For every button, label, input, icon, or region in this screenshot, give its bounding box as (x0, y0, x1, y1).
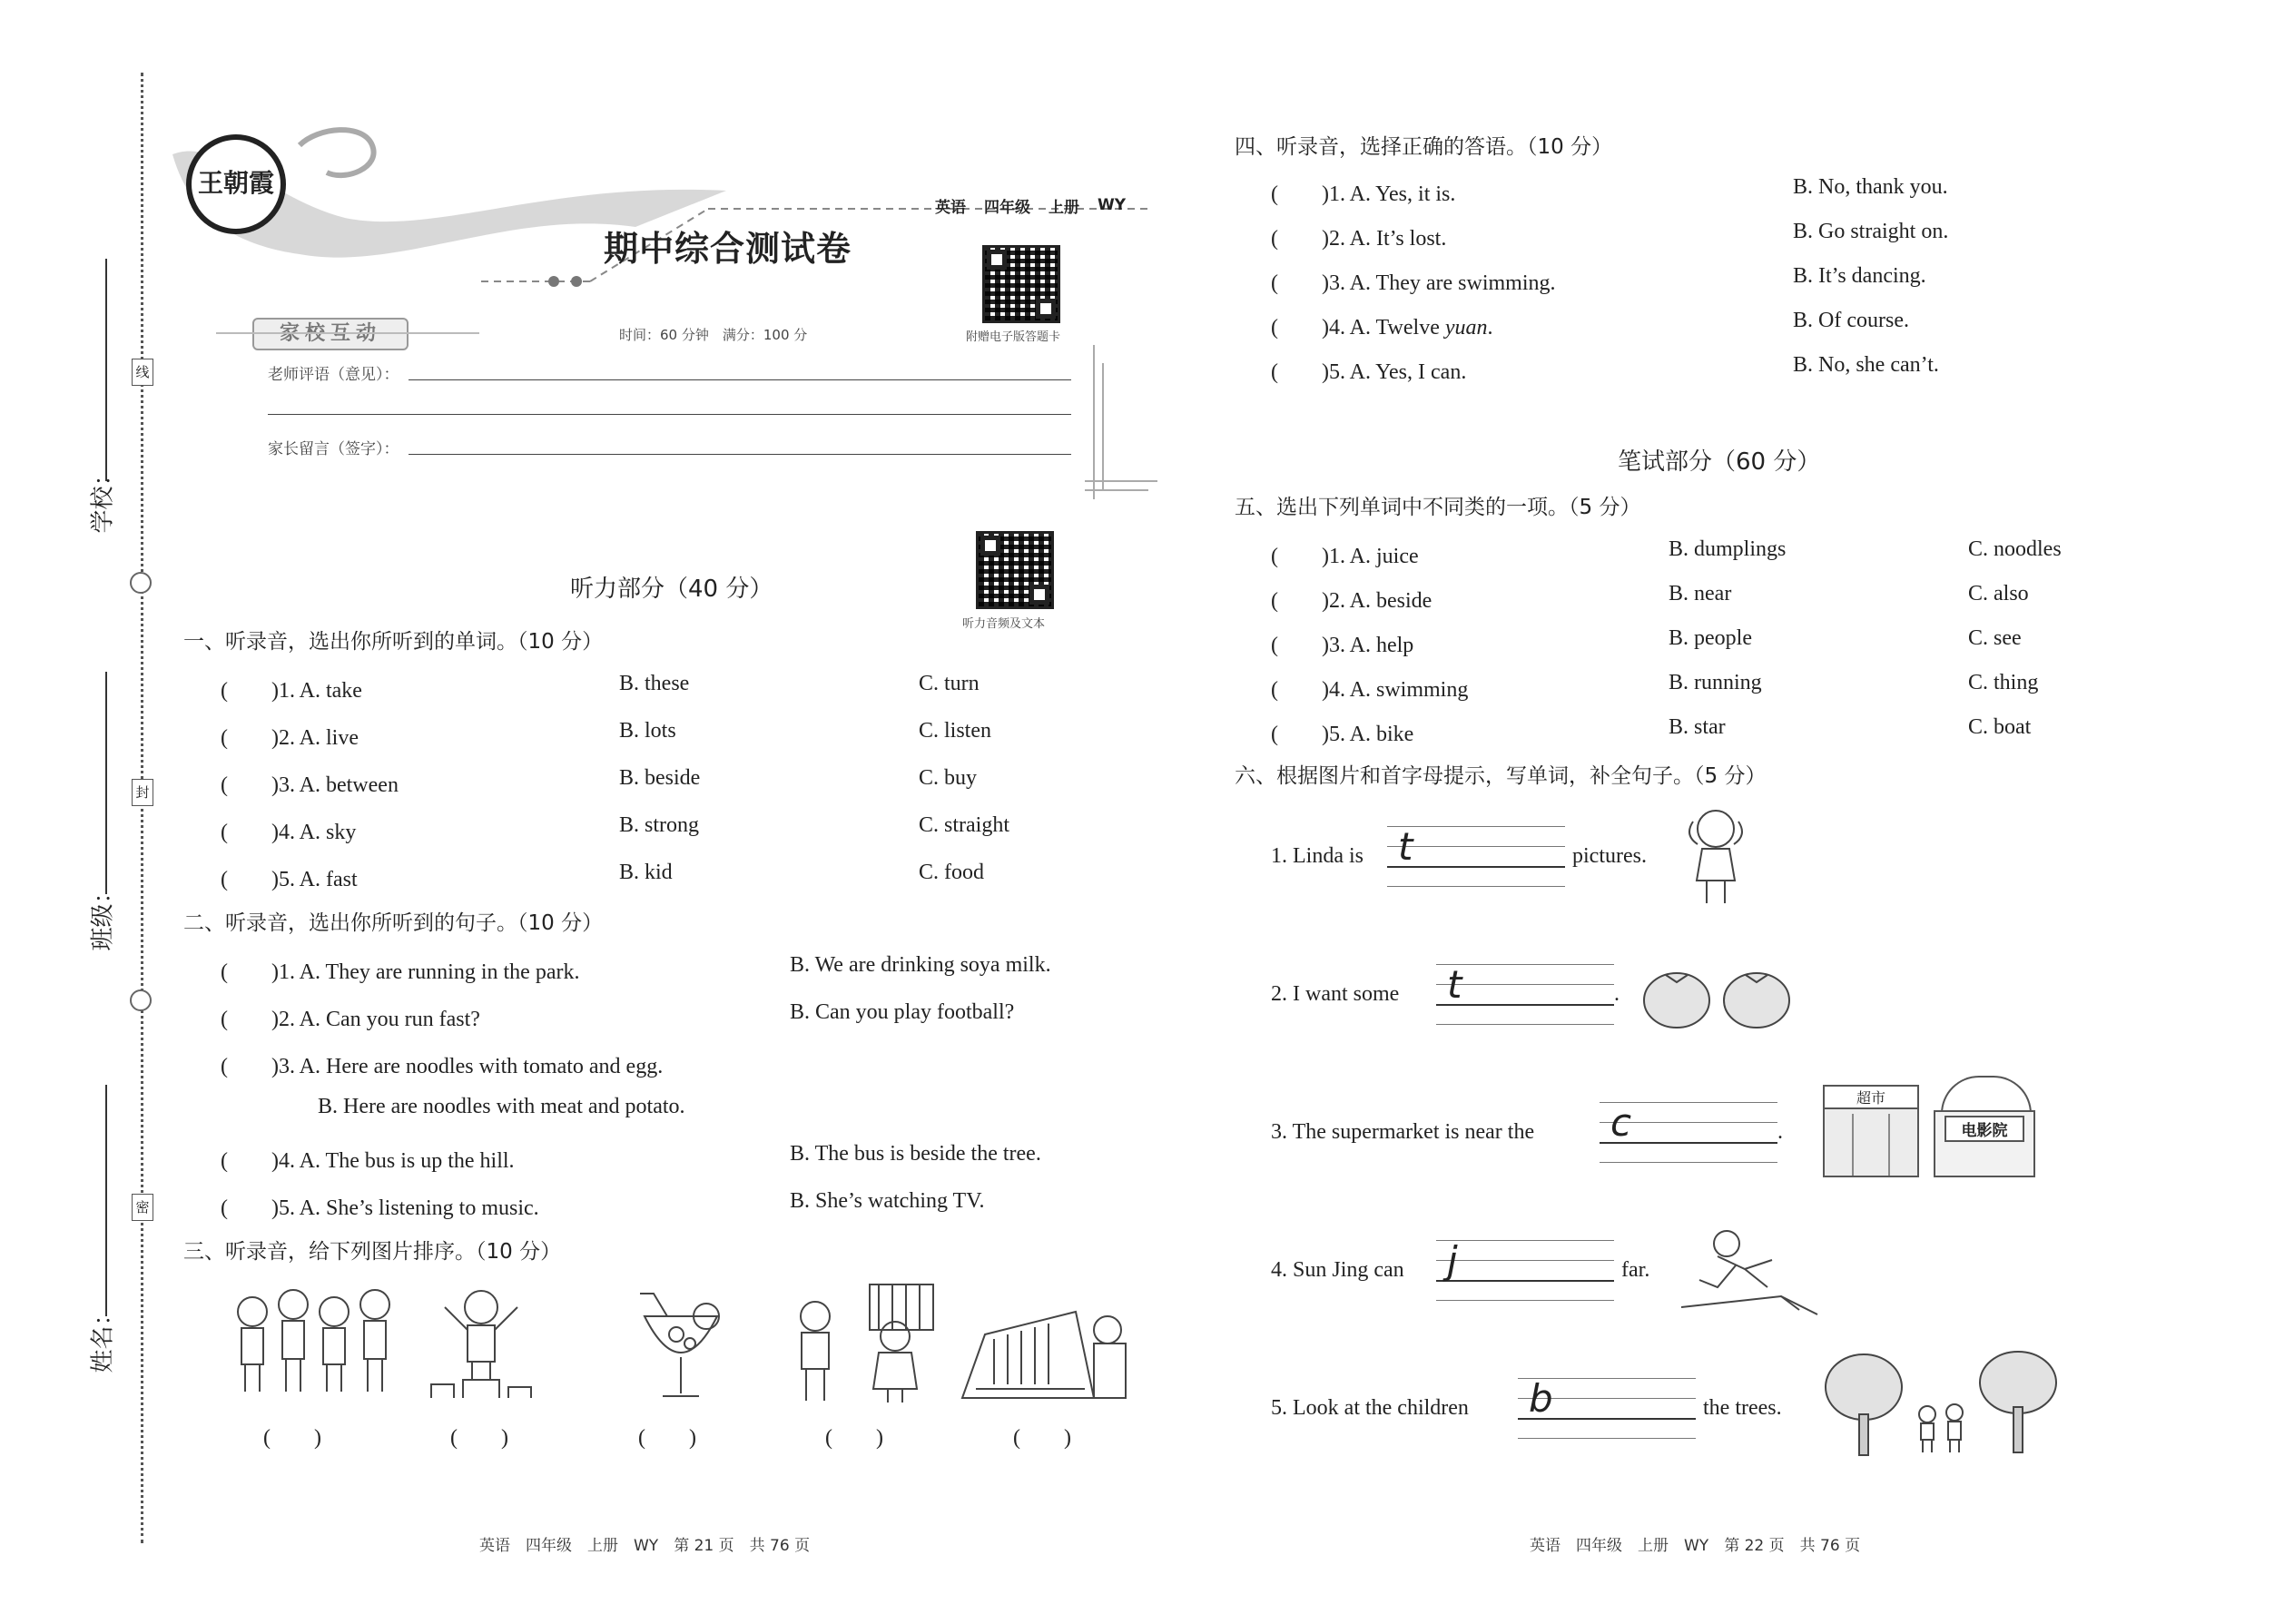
q1-item-4-b: B. strong (619, 813, 700, 837)
picture-kids-talking (788, 1280, 942, 1407)
picture-cinema (1934, 1076, 2035, 1177)
q4-item-2-b: B. Go straight on. (1793, 220, 1949, 243)
seal-char-2: 封 (132, 779, 153, 806)
picture-tomatoes (1639, 962, 1797, 1030)
q6-s4-writing-lines[interactable] (1436, 1240, 1614, 1300)
qr-code-audio[interactable] (976, 531, 1054, 609)
q6-s2-post: . (1614, 982, 1620, 1006)
q5-item-5-b: B. star (1669, 715, 1726, 739)
picture-kids-group (225, 1284, 398, 1403)
teacher-comment-line-1[interactable] (409, 379, 1071, 380)
qr-code-answer-sheet[interactable] (982, 245, 1060, 323)
right-page-footer: 英语 四年级 上册 WY 第 22 页 共 76 页 (1530, 1537, 1861, 1555)
qr2-caption: 听力音频及文本 (962, 617, 1046, 631)
q6-s2-writing-lines[interactable] (1436, 964, 1614, 1024)
q3-title: 三、听录音，给下列图片排序。（10 分） (183, 1240, 562, 1264)
q2-title: 二、听录音，选出你所听到的句子。（10 分） (183, 911, 604, 935)
q5-title: 五、选出下列单词中不同类的一项。（5 分） (1235, 496, 1641, 519)
q3-blank-3[interactable]: ( ) (638, 1426, 696, 1450)
name-field[interactable] (105, 1085, 107, 1316)
tag-term: 上册 (1048, 198, 1079, 217)
q3-blank-2[interactable]: ( ) (450, 1426, 508, 1450)
q3-blank-1[interactable]: ( ) (263, 1426, 321, 1450)
q6-s4-post: far. (1621, 1258, 1650, 1282)
q3-blank-5[interactable]: ( ) (1013, 1426, 1071, 1450)
picture-winner-podium (427, 1284, 536, 1403)
picture-juice-glass (635, 1289, 726, 1407)
q5-item-3-c: C. see (1968, 626, 2022, 650)
subject-tag (899, 193, 1162, 217)
supermarket-sign: 超市 (1825, 1087, 1917, 1109)
q1-item-4-c: C. straight (919, 813, 1009, 837)
school-field[interactable] (105, 259, 107, 481)
q1-item-2-b: B. lots (619, 719, 676, 743)
q1-item-3: ( )3. A. between (221, 773, 399, 797)
badge-deco-line (216, 332, 479, 334)
cut-icon-2 (130, 989, 152, 1011)
q4-item-5-a: ( )5. A. Yes, I can. (1271, 360, 1467, 384)
q5-item-1-c: C. noodles (1968, 537, 2062, 561)
q5-item-2-c: C. also (1968, 582, 2029, 605)
class-field[interactable] (105, 672, 107, 894)
q5-item-1-a: ( )1. A. juice (1271, 545, 1419, 568)
q6-s2-pre: 2. I want some (1271, 982, 1400, 1006)
home-school-badge: 家校互动 (252, 318, 409, 350)
class-label: 班级： (89, 880, 117, 951)
q2-item-4-a: ( )4. A. The bus is up the hill. (221, 1149, 515, 1173)
page-title: 期中综合测试卷 (604, 228, 852, 269)
q6-s1-pre: 1. Linda is (1271, 844, 1364, 868)
q4-item-1-a: ( )1. A. Yes, it is. (1271, 182, 1456, 206)
q2-item-3-a: ( )3. A. Here are noodles with tomato and egg. (221, 1055, 664, 1078)
name-label: 姓名： (89, 1302, 117, 1373)
q6-s1-hint-letter: t (1398, 824, 1413, 869)
q4-item-3-a: ( )3. A. They are swimming. (1271, 271, 1556, 295)
written-section-title: 笔试部分（60 分） (1618, 448, 1821, 476)
q2-item-5-a: ( )5. A. She’s listening to music. (221, 1196, 539, 1220)
q5-item-1-b: B. dumplings (1669, 537, 1787, 561)
q4-title: 四、听录音，选择正确的答语。（10 分） (1235, 135, 1613, 159)
q2-item-4-b: B. The bus is beside the tree. (790, 1142, 1041, 1166)
picture-children-between-trees (1823, 1351, 2061, 1460)
q6-s5-hint-letter: b (1529, 1376, 1553, 1421)
q4-item-3-b: B. It’s dancing. (1793, 264, 1926, 288)
q4-item-2-a: ( )2. A. It’s lost. (1271, 227, 1447, 251)
parent-comment-line[interactable] (409, 454, 1071, 455)
q6-s1-writing-lines[interactable] (1387, 826, 1565, 886)
cut-icon-1 (130, 572, 152, 594)
q4-item-5-b: B. No, she can’t. (1793, 353, 1939, 377)
q3-blank-4[interactable]: ( ) (825, 1426, 883, 1450)
tag-grade: 四年级 (983, 198, 1030, 217)
q1-item-1-b: B. these (619, 672, 690, 695)
q5-item-2-b: B. near (1669, 582, 1732, 605)
q5-item-5-a: ( )5. A. bike (1271, 723, 1414, 746)
picture-supermarket (1823, 1085, 1919, 1177)
seal-char-3: 密 (132, 1194, 153, 1221)
listening-section-title: 听力部分（40 分） (570, 576, 773, 603)
q5-item-3-a: ( )3. A. help (1271, 634, 1414, 657)
picture-girl-drawing (1679, 803, 1752, 908)
q6-title: 六、根据图片和首字母提示，写单词，补全句子。（5 分） (1235, 764, 1767, 788)
teacher-comment-line-2[interactable] (268, 414, 1071, 415)
tag-subject: 英语 (934, 198, 966, 217)
teacher-comment-label: 老师评语（意见）： (268, 366, 399, 384)
q6-s3-pre: 3. The supermarket is near the (1271, 1120, 1535, 1144)
q6-s5-pre: 5. Look at the children (1271, 1396, 1469, 1420)
q2-item-3-b: B. Here are noodles with meat and potato. (318, 1095, 685, 1118)
q6-s4-hint-letter: j (1447, 1238, 1458, 1283)
q6-s1-post: pictures. (1572, 844, 1647, 868)
q1-item-5-b: B. kid (619, 861, 673, 884)
q5-item-2-a: ( )2. A. beside (1271, 589, 1433, 613)
left-page-footer: 英语 四年级 上册 WY 第 21 页 共 76 页 (479, 1537, 811, 1555)
binding-dotted-line (141, 73, 143, 1543)
q6-s2-hint-letter: t (1447, 962, 1462, 1007)
q1-item-5: ( )5. A. fast (221, 868, 358, 891)
brand-name: 王朝霞 (197, 168, 274, 198)
q5-item-4-a: ( )4. A. swimming (1271, 678, 1469, 702)
picture-cinema-street (958, 1298, 1139, 1407)
brand-logo (186, 134, 286, 234)
tag-edition: WY (1097, 196, 1127, 214)
parent-comment-label: 家长留言（签字）： (268, 440, 399, 458)
qr1-caption: 附赠电子版答题卡 (966, 330, 1061, 344)
q1-item-3-b: B. beside (619, 766, 701, 790)
q2-item-2-a: ( )2. A. Can you run fast? (221, 1008, 480, 1031)
q5-item-3-b: B. people (1669, 626, 1752, 650)
picture-girl-jumping (1681, 1224, 1819, 1319)
q1-title: 一、听录音，选出你所听到的单词。（10 分） (183, 630, 604, 654)
q5-item-4-b: B. running (1669, 671, 1762, 694)
school-label: 学校： (89, 462, 117, 534)
q1-item-5-c: C. food (919, 861, 984, 884)
q5-item-4-c: C. thing (1968, 671, 2039, 694)
time-info: 时间：60 分钟 满分：100 分 (619, 327, 808, 343)
header-corner-deco (1085, 345, 1157, 508)
q4-item-4-b: B. Of course. (1793, 309, 1909, 332)
q1-item-3-c: C. buy (919, 766, 978, 790)
q1-item-1: ( )1. A. take (221, 679, 362, 703)
q6-s3-hint-letter: c (1610, 1100, 1632, 1145)
q5-item-5-c: C. boat (1968, 715, 2032, 739)
q1-item-4: ( )4. A. sky (221, 821, 357, 844)
q2-item-1-a: ( )1. A. They are running in the park. (221, 960, 580, 984)
q4-item-4-a: ( )4. A. Twelve yuan. (1271, 316, 1493, 340)
q2-item-1-b: B. We are drinking soya milk. (790, 953, 1051, 977)
q6-s3-post: . (1777, 1120, 1783, 1144)
q6-s5-post: the trees. (1703, 1396, 1782, 1420)
q4-item-1-b: B. No, thank you. (1793, 175, 1948, 199)
cinema-sign: 电影院 (1944, 1116, 2024, 1142)
q1-item-2-c: C. listen (919, 719, 992, 743)
q6-s4-pre: 4. Sun Jing can (1271, 1258, 1404, 1282)
q1-item-1-c: C. turn (919, 672, 980, 695)
seal-char-1: 线 (132, 359, 153, 386)
q2-item-2-b: B. Can you play football? (790, 1000, 1015, 1024)
q2-item-5-b: B. She’s watching TV. (790, 1189, 985, 1213)
q1-item-2: ( )2. A. live (221, 726, 359, 750)
